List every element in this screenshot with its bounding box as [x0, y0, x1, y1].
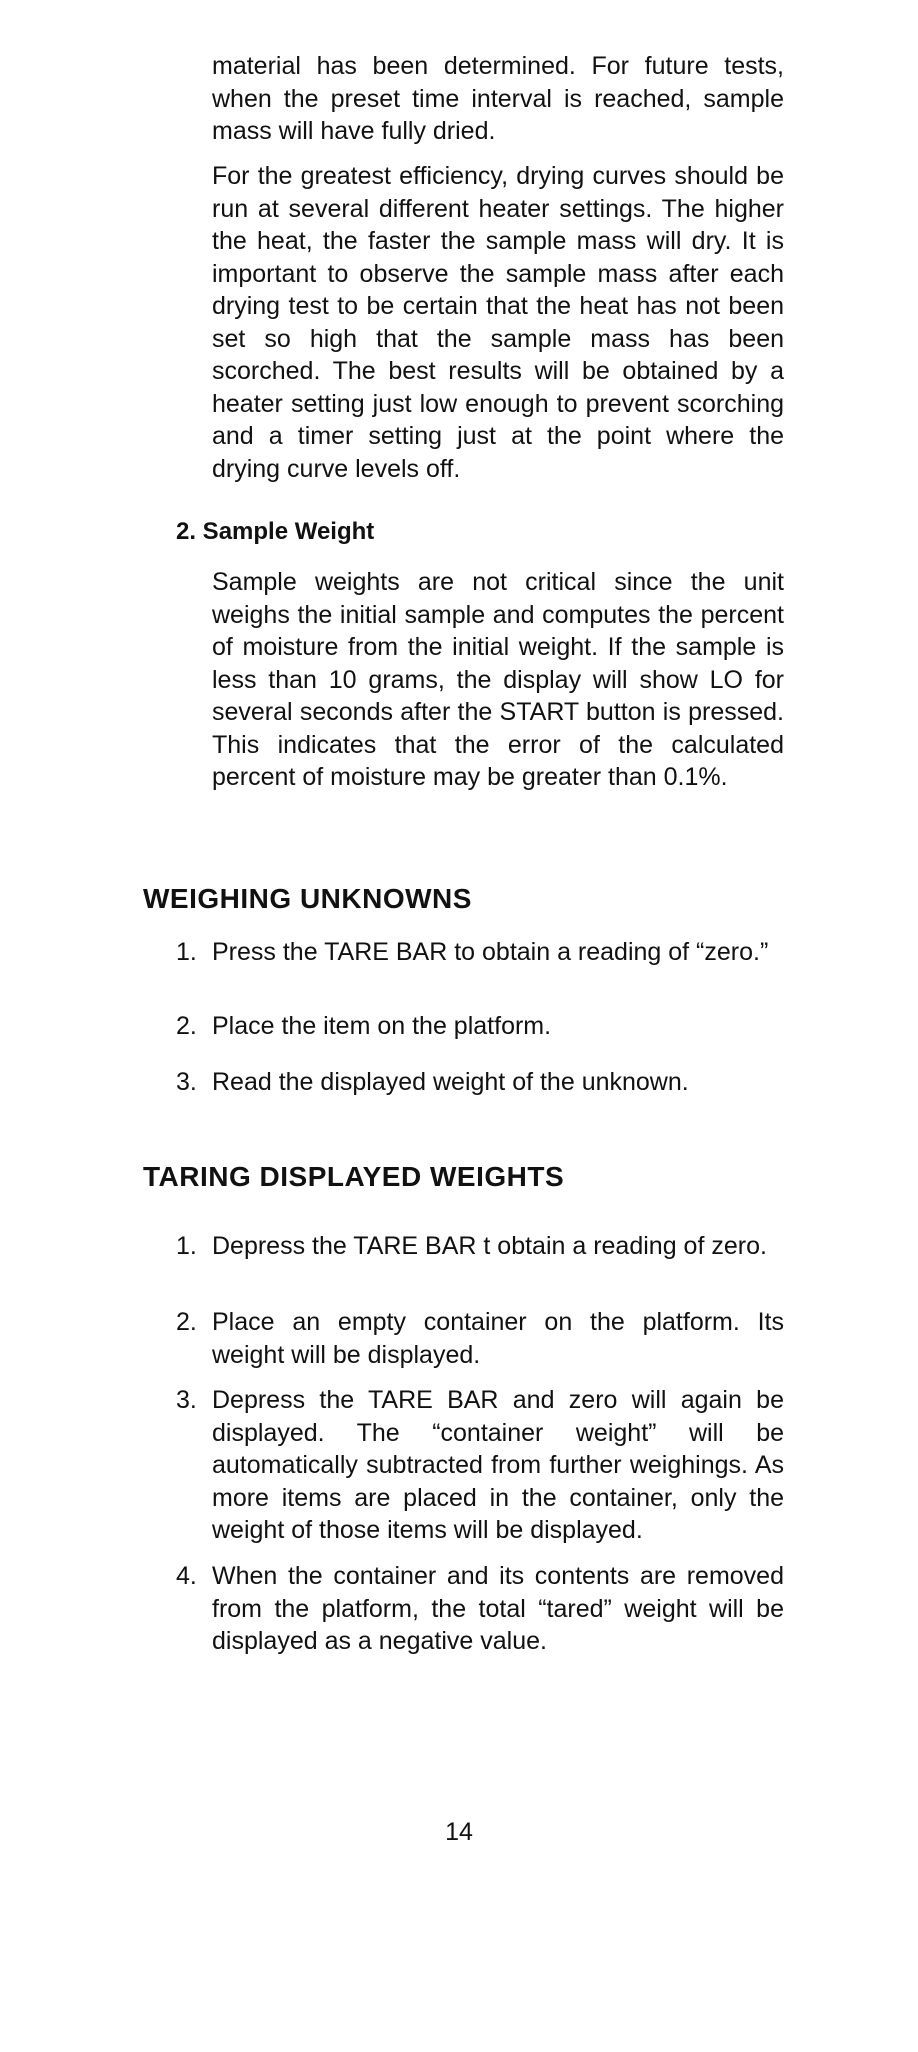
taring-displayed-weights-heading: TARING DISPLAYED WEIGHTS [143, 1161, 565, 1192]
step-number: 1. [176, 1232, 197, 1260]
weighing-unknowns-heading: WEIGHING UNKNOWNS [143, 883, 472, 914]
step-text: Place the item on the platform. [212, 1012, 552, 1040]
step-text: Depress the TARE BAR and zero will again be displayed. The “container weight” will be automatically subtracted from further weighings. As more items are placed in the container, only the weight of those items will be displayed. [212, 1386, 784, 1544]
step-number: 4. [176, 1562, 197, 1590]
drying-curves-paragraph-block [212, 160, 784, 485]
intro-paragraph-continued [212, 50, 784, 148]
weighing-step-1 [176, 936, 784, 969]
step-number: 1. [176, 938, 197, 966]
weighing-step-3 [176, 1066, 784, 1099]
step-number: 2. [176, 1308, 197, 1336]
taring-step-2 [176, 1306, 784, 1371]
step-text: When the container and its contents are removed from the platform, the total “tared” weight will be displayed as a negative value. [212, 1562, 784, 1655]
taring-step-3 [176, 1384, 784, 1547]
step-text: Place an empty container on the platform. Its weight will be displayed. [212, 1308, 784, 1369]
step-number: 2. [176, 1012, 197, 1040]
step-number: 3. [176, 1386, 197, 1414]
step-text: Press the TARE BAR to obtain a reading of “zero.” [212, 938, 769, 966]
step-text: Read the displayed weight of the unknown. [212, 1068, 689, 1096]
sample-weight-paragraph: Sample weights are not critical since the unit weighs the initial sample and computes the percent of moisture from the initial weight. If the sample is less than 10 grams, the display will show LO for several seconds after the START button is pressed. This indicates that the error of the calculated percent of moisture may be greater than 0.1%. [212, 568, 784, 791]
taring-step-1 [176, 1230, 784, 1263]
weighing-step-2 [176, 1010, 784, 1043]
page-number: 14 [445, 1818, 473, 1846]
sample-weight-label: 2. Sample Weight [176, 518, 375, 545]
step-text: Depress the TARE BAR t obtain a reading of zero. [212, 1232, 767, 1260]
taring-step-4 [176, 1560, 784, 1658]
step-number: 3. [176, 1068, 197, 1096]
intro-paragraph-1: material has been determined. For future tests, when the preset time interval is reached, sample mass will have fully dried. [212, 52, 784, 145]
sample-weight-paragraph-block [212, 566, 784, 794]
drying-curves-paragraph: For the greatest efficiency, drying curves should be run at several different heater settings. The higher the heat, the faster the sample mass will dry. It is important to observe the sample mass after each drying test to be certain that the heat has not been set so high that the sample mass has been scorched. The best results will be obtained by a heater setting just low enough to prevent scorching and a timer setting just at the point where the drying curve levels off. [212, 162, 784, 483]
